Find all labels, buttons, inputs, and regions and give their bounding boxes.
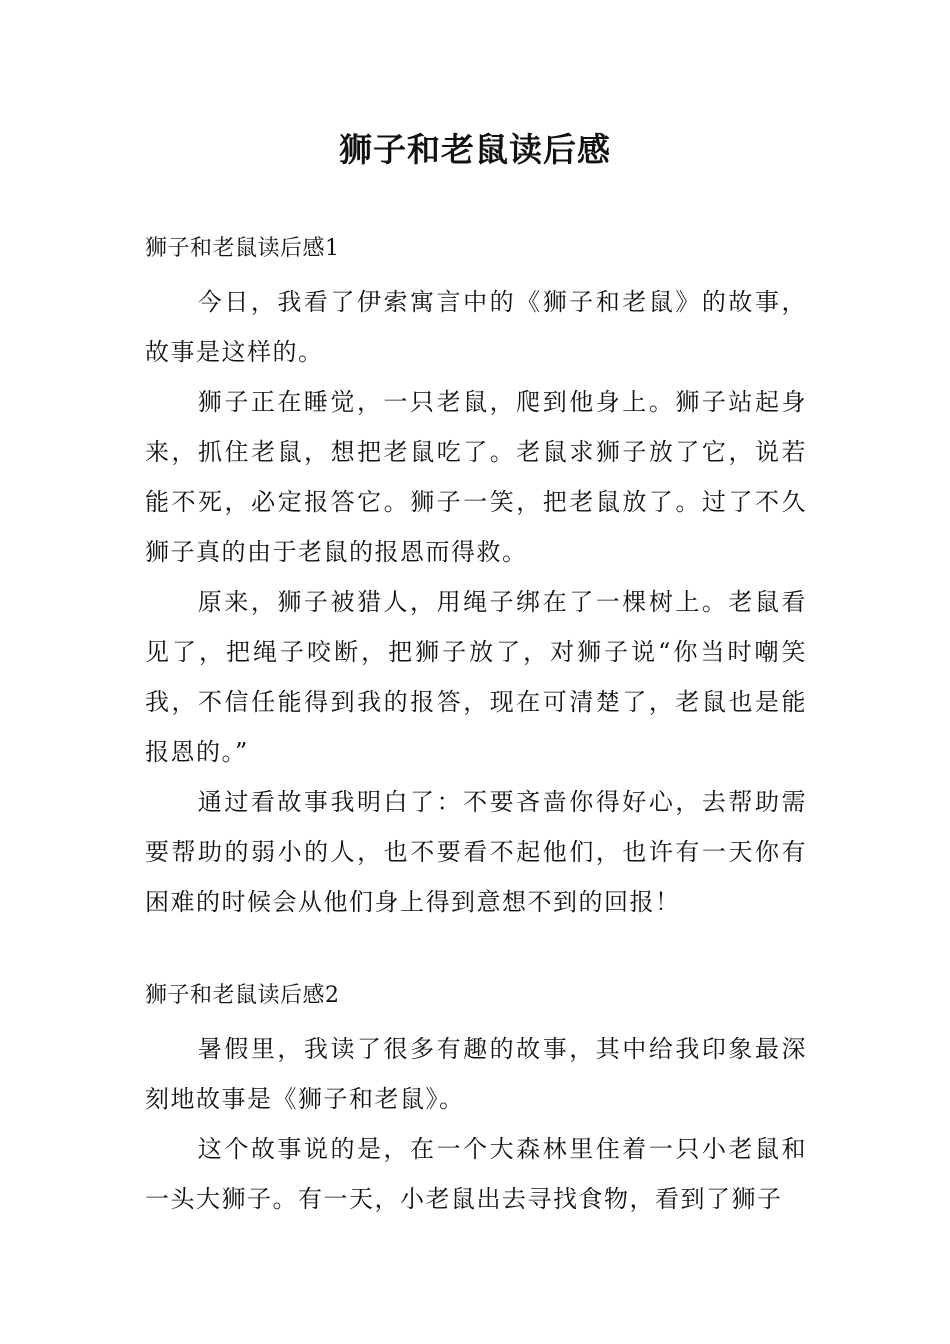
paragraph: 狮子正在睡觉，一只老鼠，爬到他身上。狮子站起身来，抓住老鼠，想把老鼠吃了。老鼠求狮子放了它，说若能不死，必定报答它。狮子一笑，把老鼠放了。过了不久狮子真的由于老鼠的报恩而得救。 bbox=[145, 388, 807, 566]
paragraph: 这个故事说的是，在一个大森林里住着一只小老鼠和一头大狮子。有一天，小老鼠出去寻找食物，看到了狮子 bbox=[145, 1135, 807, 1213]
paragraph: 通过看故事我明白了：不要吝啬你得好心，去帮助需要帮助的弱小的人，也不要看不起他们，也许有一天你有困难的时候会从他们身上得到意想不到的回报！ bbox=[145, 788, 807, 916]
section-heading: 狮子和老鼠读后感2 bbox=[145, 983, 340, 1008]
paragraph: 今日，我看了伊索寓言中的《狮子和老鼠》的故事，故事是这样的。 bbox=[145, 288, 807, 366]
section-heading: 狮子和老鼠读后感1 bbox=[145, 236, 340, 261]
paragraph: 暑假里，我读了很多有趣的故事，其中给我印象最深刻地故事是《狮子和老鼠》。 bbox=[145, 1035, 807, 1113]
document-body bbox=[145, 229, 807, 1224]
paragraph: 原来，狮子被猎人，用绳子绑在了一棵树上。老鼠看见了，把绳子咬断，把狮子放了，对狮子说“你当时嘲笑我，不信任能得到我的报答，现在可清楚了，老鼠也是能报恩的。” bbox=[145, 588, 807, 766]
document-title: 狮子和老鼠读后感 bbox=[339, 130, 611, 169]
section-1 bbox=[145, 229, 807, 927]
section-2 bbox=[145, 976, 807, 1224]
